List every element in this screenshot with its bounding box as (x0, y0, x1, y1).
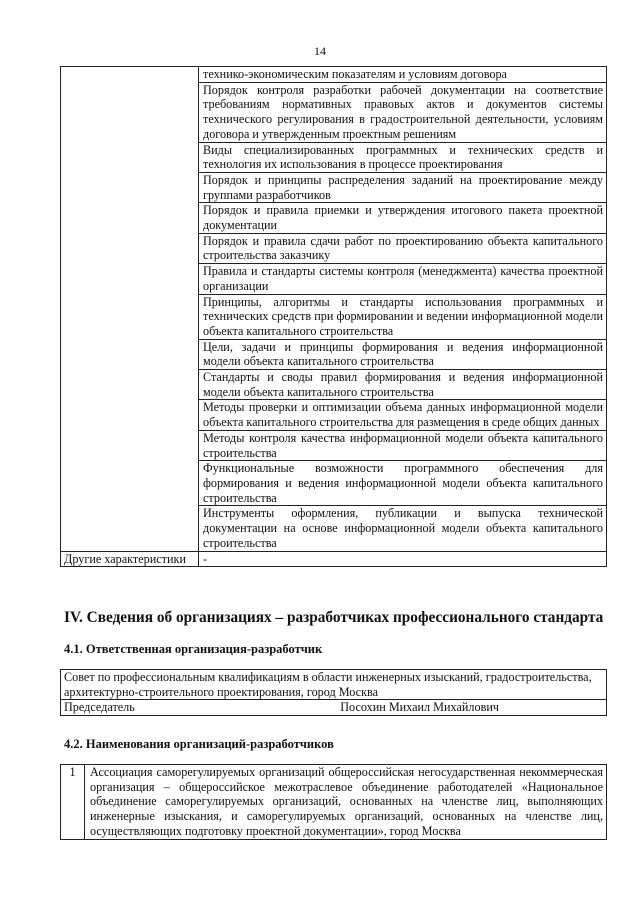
table-cell: Принципы, алгоритмы и стандарты использования программных и технических средств при формировании и ведении информационной модели объекта капитального строительства (199, 294, 607, 339)
page-number: 14 (314, 44, 326, 58)
org-name: Совет по профессиональным квалификациям в области инженерных изысканий, градостроительства, архитектурно-строительного проектирования, город Москва (61, 670, 607, 700)
developers-table (60, 764, 607, 840)
role-label: Председатель (64, 700, 135, 715)
table-cell: Функциональные возможности программного обеспечения для формирования и ведения информационной модели объекта капитального строительства (199, 461, 607, 506)
table-cell: Цели, задачи и принципы формирования и ведения информационной модели объекта капитального строительства (199, 339, 607, 369)
table-cell: технико-экономическим показателям и условиям договора (199, 67, 607, 83)
signatory-row (61, 700, 607, 716)
table-cell: Методы проверки и оптимизации объема данных информационной модели объекта капитального строительства для размещения в среде общих данных (199, 400, 607, 430)
table-cell: Инструменты оформления, публикации и выпуска технической документации на основе информационной модели объекта капитального строительства (199, 506, 607, 551)
other-characteristics-label: Другие характеристики (61, 551, 199, 567)
table-cell: Виды специализированных программных и технических средств и технология их использования в процессе проектирования (199, 142, 607, 172)
other-characteristics-value: - (199, 551, 607, 567)
table-row (61, 765, 607, 840)
row-number: 1 (61, 765, 85, 840)
table-row (61, 700, 607, 716)
subsection-title-developers: 4.2. Наименования организаций-разработчиков (64, 737, 334, 751)
table-cell-empty (61, 67, 199, 552)
table-row (61, 67, 607, 83)
table-cell: Правила и стандарты системы контроля (менеджмента) качества проектной организации (199, 264, 607, 294)
responsible-org-table (60, 669, 607, 716)
table-cell: Порядок и правила сдачи работ по проектированию объекта капитального строительства заказчику (199, 233, 607, 263)
subsection-title-responsible: 4.1. Ответственная организация-разработчик (64, 642, 323, 656)
section-title: IV. Сведения об организациях – разработчиках профессионального стандарта (64, 609, 604, 626)
table-cell: Порядок и принципы распределения заданий на проектирование между группами разработчиков (199, 172, 607, 202)
table-cell: Методы контроля качества информационной модели объекта капитального строительства (199, 430, 607, 460)
knowledge-table (60, 66, 607, 567)
table-cell: Порядок и правила приемки и утверждения итогового пакета проектной документации (199, 203, 607, 233)
table-cell: Порядок контроля разработки рабочей документации на соответствие требованиям нормативных правовых актов и документов системы технического регулирования в градостроительной деятельности, условиям договора и утвержденным проектным решениям (199, 82, 607, 142)
person-name: Посохин Михаил Михайлович (340, 700, 499, 715)
table-row (61, 670, 607, 700)
table-row-other (61, 551, 607, 567)
org-description: Ассоциация саморегулируемых организаций общероссийская негосударственная некоммерческая организация – общероссийское межотраслевое объединение работодателей «Национальное объединение саморегулируемых организаций, основанных на членстве лиц, выполняющих инженерные изыскания, и саморегулируемых организаций, основанных на членстве лиц, осуществляющих подготовку проектной документации», город Москва (85, 765, 607, 840)
table-cell: Стандарты и своды правил формирования и ведения информационной модели объекта капитального строительства (199, 370, 607, 400)
